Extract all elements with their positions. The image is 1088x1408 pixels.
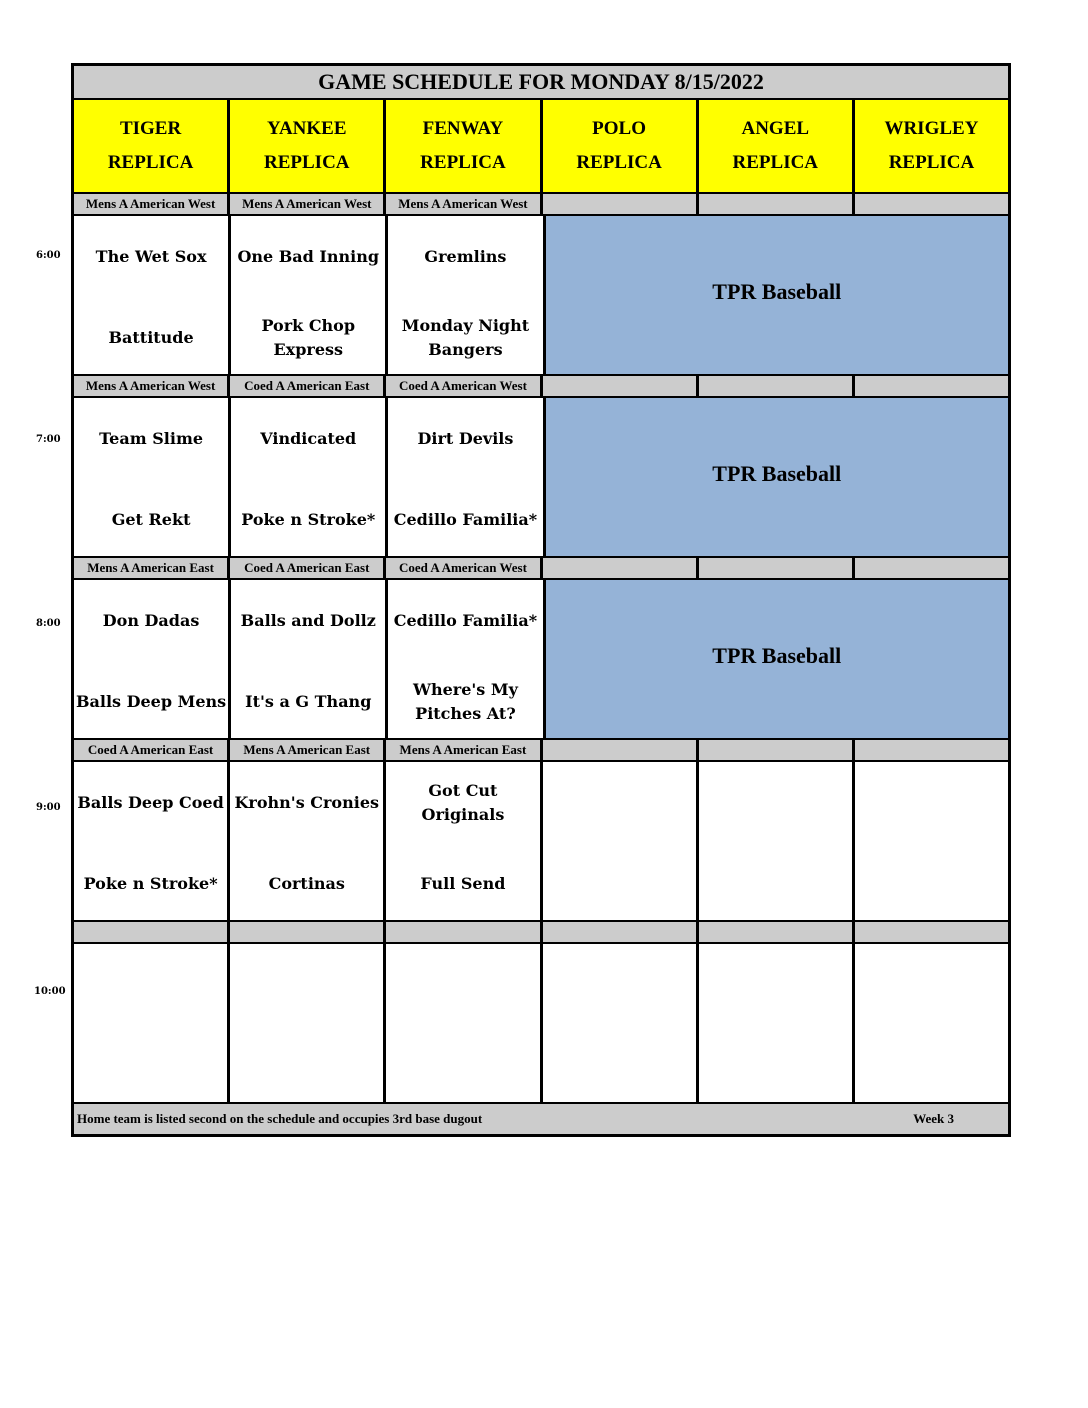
division-label-empty xyxy=(230,922,386,942)
field-header-yankee: YANKEE REPLICA xyxy=(230,100,386,192)
game-cell-empty xyxy=(855,944,1008,1102)
game-cell xyxy=(231,216,388,374)
game-cell-empty xyxy=(855,762,1008,920)
week-label: Week 3 xyxy=(913,1111,954,1126)
division-row xyxy=(74,194,1008,216)
footer-note: Home team is listed second on the schedule and occupies 3rd base dugout xyxy=(77,1111,483,1126)
division-label-empty xyxy=(699,376,855,396)
page-title: GAME SCHEDULE FOR MONDAY 8/15/2022 xyxy=(74,66,1008,100)
field-header-polo: POLO REPLICA xyxy=(543,100,699,192)
time-label: 9:00 xyxy=(36,802,61,813)
reserved-block-label: TPR Baseball xyxy=(712,279,842,304)
time-slot-row xyxy=(74,398,1008,558)
game-cell xyxy=(388,216,545,374)
division-label: Mens A American West xyxy=(230,194,386,214)
home-team: Get Rekt xyxy=(111,510,191,529)
division-label-empty xyxy=(855,740,1008,760)
away-team: Got Cut Originals xyxy=(421,781,505,824)
division-label-empty xyxy=(543,194,699,214)
game-cell xyxy=(388,580,545,738)
home-team: Cortinas xyxy=(268,874,345,893)
away-team: Team Slime xyxy=(99,429,204,448)
division-label: Mens A American East xyxy=(230,740,386,760)
game-cell xyxy=(231,398,388,556)
division-label: Coed A American East xyxy=(230,376,386,396)
field-header-fenway: FENWAY REPLICA xyxy=(386,100,542,192)
division-label-empty xyxy=(699,194,855,214)
home-team: Balls Deep Mens xyxy=(76,692,227,711)
time-slot-row xyxy=(74,944,1008,1104)
reserved-block xyxy=(546,398,1009,556)
game-cell xyxy=(230,762,386,920)
time-label: 7:00 xyxy=(36,434,61,445)
reserved-block-label: TPR Baseball xyxy=(712,461,842,486)
division-label-empty xyxy=(386,922,542,942)
away-team: Balls and Dollz xyxy=(240,611,376,630)
division-row xyxy=(74,922,1008,944)
division-label: Mens A American West xyxy=(386,194,542,214)
time-label: 10:00 xyxy=(34,986,66,997)
game-cell-empty xyxy=(386,944,542,1102)
home-team: Poke n Stroke* xyxy=(241,510,376,529)
field-header-angel: ANGEL REPLICA xyxy=(699,100,855,192)
division-label-empty xyxy=(855,922,1008,942)
home-team: Where's My Pitches At? xyxy=(412,680,518,723)
division-label-empty xyxy=(74,922,230,942)
reserved-block xyxy=(546,216,1009,374)
game-cell xyxy=(386,762,542,920)
time-slot-row xyxy=(74,762,1008,922)
game-cell-empty xyxy=(74,944,230,1102)
game-cell xyxy=(388,398,545,556)
away-team: Dirt Devils xyxy=(417,429,514,448)
time-label: 8:00 xyxy=(36,618,61,629)
game-cell xyxy=(74,216,231,374)
game-cell xyxy=(231,580,388,738)
game-cell-empty xyxy=(230,944,386,1102)
home-team: Pork Chop Express xyxy=(261,316,356,359)
away-team: Krohn's Cronies xyxy=(234,793,379,812)
game-cell-empty xyxy=(543,944,699,1102)
field-header-tiger: TIGER REPLICA xyxy=(74,100,230,192)
division-label-empty xyxy=(699,740,855,760)
division-label-empty xyxy=(543,558,699,578)
schedule-sheet xyxy=(71,63,1011,1137)
game-cell xyxy=(74,398,231,556)
game-cell-empty xyxy=(699,944,855,1102)
home-team: Poke n Stroke* xyxy=(83,874,218,893)
away-team: Don Dadas xyxy=(102,611,200,630)
division-label-empty xyxy=(855,376,1008,396)
field-header-row xyxy=(74,100,1008,194)
game-cell-empty xyxy=(699,762,855,920)
home-team: Battitude xyxy=(108,328,194,347)
time-label: 6:00 xyxy=(36,250,61,261)
division-row xyxy=(74,740,1008,762)
away-team: The Wet Sox xyxy=(95,247,207,266)
division-label-empty xyxy=(699,922,855,942)
away-team: Cedillo Familia* xyxy=(393,611,538,630)
home-team: Cedillo Familia* xyxy=(393,510,538,529)
division-label: Coed A American East xyxy=(230,558,386,578)
game-cell-empty xyxy=(543,762,699,920)
division-label-empty xyxy=(855,194,1008,214)
division-row xyxy=(74,376,1008,398)
away-team: Gremlins xyxy=(424,247,507,266)
game-cell xyxy=(74,580,231,738)
division-label-empty xyxy=(543,376,699,396)
away-team: Balls Deep Coed xyxy=(77,793,224,812)
division-label: Mens A American East xyxy=(386,740,542,760)
division-row xyxy=(74,558,1008,580)
division-label-empty xyxy=(543,922,699,942)
home-team: Full Send xyxy=(420,874,506,893)
time-slot-row xyxy=(74,580,1008,740)
division-label: Mens A American East xyxy=(74,558,230,578)
home-team: Monday Night Bangers xyxy=(401,316,530,359)
footer xyxy=(74,1104,1008,1134)
reserved-block-label: TPR Baseball xyxy=(712,643,842,668)
game-cell xyxy=(74,762,230,920)
division-label-empty xyxy=(543,740,699,760)
division-label: Coed A American West xyxy=(386,558,542,578)
division-label-empty xyxy=(699,558,855,578)
division-label: Mens A American West xyxy=(74,194,230,214)
division-label: Coed A American West xyxy=(386,376,542,396)
time-slot-row xyxy=(74,216,1008,376)
division-label: Mens A American West xyxy=(74,376,230,396)
field-header-wrigley: WRIGLEY REPLICA xyxy=(855,100,1008,192)
away-team: One Bad Inning xyxy=(237,247,380,266)
home-team: It's a G Thang xyxy=(245,692,372,711)
reserved-block xyxy=(546,580,1009,738)
division-label-empty xyxy=(855,558,1008,578)
away-team: Vindicated xyxy=(260,429,357,448)
division-label: Coed A American East xyxy=(74,740,230,760)
